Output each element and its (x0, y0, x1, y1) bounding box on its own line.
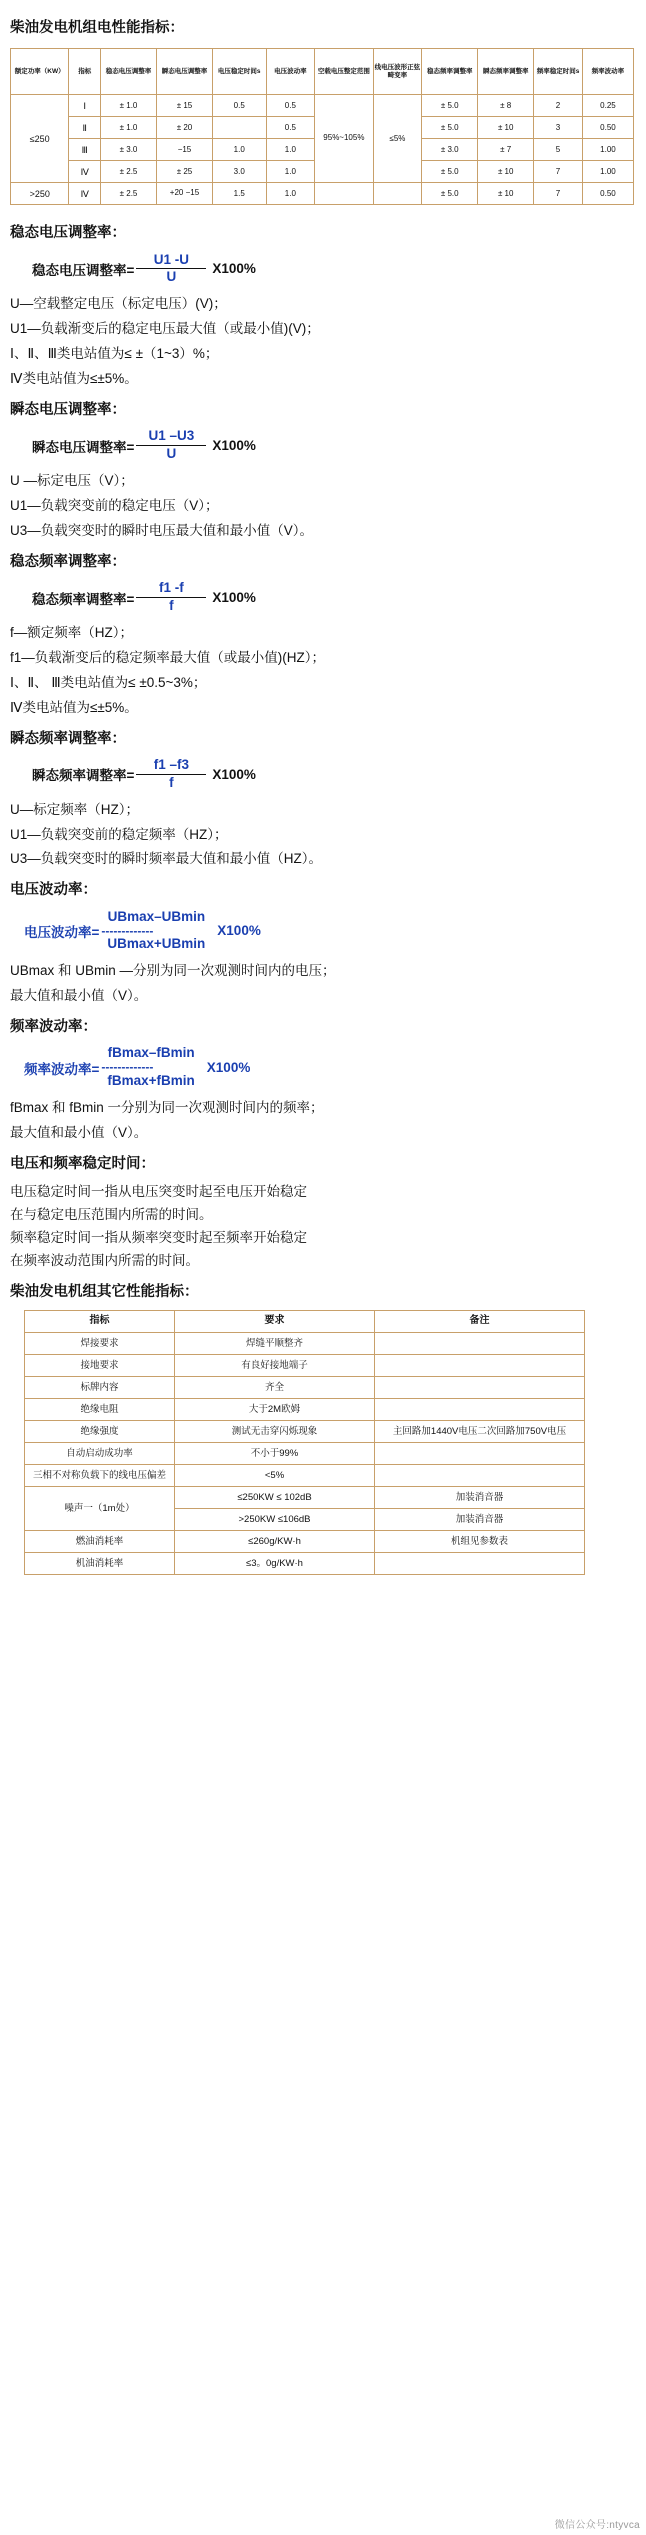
table-row (11, 95, 634, 117)
note-line: f1—负载渐变后的稳定频率最大值（或最小值)(HZ）； (10, 649, 325, 665)
cell-remark: 机组见参数表 (375, 1531, 585, 1553)
section-title-transient-voltage: 瞬态电压调整率： (10, 402, 126, 419)
cell-requirement: ≤250KW ≤ 102dB (175, 1487, 375, 1509)
cell-transient-frequency: ± 10 (478, 183, 534, 205)
cell-voltage-settle-time (212, 117, 266, 139)
cell-transient-frequency: ± 10 (478, 161, 534, 183)
th-remark: 备注 (375, 1311, 585, 1333)
formula-tail: X100% (212, 261, 256, 277)
cell-indicator: 机油消耗率 (25, 1553, 175, 1575)
page-title: 柴油发电机组电性能指标： (10, 20, 184, 36)
cell-grade: Ⅳ (69, 161, 101, 183)
cell-indicator: 噪声一（1m处） (25, 1487, 175, 1531)
cell-transient-voltage: ± 15 (157, 95, 213, 117)
fraction-denominator: U (166, 446, 177, 462)
cell-steady-voltage: ± 1.0 (101, 117, 157, 139)
cell-requirement: 焊缝平顺整齐 (175, 1333, 375, 1355)
cell-frequency-fluctuation: 1.00 (582, 161, 633, 183)
note-line: 电压稳定时间一指从电压突变时起至电压开始稳定 (10, 1184, 307, 1200)
cell-power-group-2: >250 (11, 183, 69, 205)
cell-voltage-fluctuation: 1.0 (266, 161, 315, 183)
th-voltage-settle-time: 电压稳定时间s (212, 49, 266, 95)
formula-transient-voltage (10, 428, 636, 463)
cell-noload-voltage-range (315, 183, 373, 205)
cell-indicator: 三相不对称负载下的线电压偏差 (25, 1465, 175, 1487)
cell-requirement: ≤3。0g/KW·h (175, 1553, 375, 1575)
th-grade: 指标 (69, 49, 101, 95)
cell-frequency-settle-time: 7 (534, 161, 583, 183)
cell-grade: Ⅱ (69, 117, 101, 139)
cell-grade: Ⅰ (69, 95, 101, 117)
fraction-numerator: U1 –U3 (148, 428, 195, 444)
note-line: fBmax 和 fBmin 一分别为同一次观测时间内的频率； (10, 1099, 324, 1115)
fraction-denominator: f (169, 774, 174, 790)
cell-remark (375, 1553, 585, 1575)
fraction (136, 757, 206, 792)
cell-grade: Ⅳ (69, 183, 101, 205)
table-row (25, 1421, 585, 1443)
cell-transient-voltage: −15 (157, 139, 213, 161)
formula-lead: 瞬态电压调整率= (32, 439, 135, 455)
fraction-numerator: f1 –f3 (153, 756, 190, 772)
note-line: U1—负载渐变后的稳定电压最大值（或最小值)(V)； (10, 321, 320, 337)
cell-indicator: 焊接要求 (25, 1333, 175, 1355)
cell-indicator: 标牌内容 (25, 1377, 175, 1399)
note-line: Ⅰ、Ⅱ、 Ⅲ类电站值为≤ ±0.5~3%； (10, 674, 207, 690)
cell-requirement: 大于2M欧姆 (175, 1399, 375, 1421)
fraction-denominator: U (166, 269, 177, 285)
section-title-transient-frequency: 瞬态频率调整率： (10, 730, 126, 747)
cell-transient-voltage: +20 −15 (157, 183, 213, 205)
th-noload-voltage-range: 空载电压整定范围 (315, 49, 373, 95)
section-title-voltage-fluctuation: 电压波动率： (10, 882, 97, 899)
table-row (25, 1355, 585, 1377)
note-line: 频率稳定时间一指从频率突变时起至频率开始稳定 (10, 1229, 307, 1245)
cell-noload-voltage-range: 95%~105% (315, 95, 373, 183)
cell-indicator: 接地要求 (25, 1355, 175, 1377)
formula-tail: X100% (212, 590, 256, 606)
cell-grade: Ⅲ (69, 139, 101, 161)
th-steady-voltage: 稳态电压调整率 (101, 49, 157, 95)
note-line: 最大值和最小值（V）。 (10, 1124, 148, 1140)
cell-requirement: 测试无击穿闪烁现象 (175, 1421, 375, 1443)
fraction-numerator: UBmax–UBmin (107, 908, 206, 924)
fraction (136, 580, 206, 615)
table-row (25, 1443, 585, 1465)
cell-frequency-fluctuation: 0.50 (582, 183, 633, 205)
watermark: 微信公众号:ntyvca (554, 2520, 640, 2531)
note-line: U3—负载突变时的瞬时电压最大值和最小值（V）。 (10, 522, 314, 538)
formula-lead: 瞬态频率调整率= (32, 768, 135, 784)
fraction-bar: ------------- (101, 923, 154, 938)
fraction-bar: ------------- (101, 1060, 154, 1075)
cell-frequency-fluctuation: 0.50 (582, 117, 633, 139)
formula-lead: 稳态频率调整率= (32, 591, 135, 607)
cell-remark: 主回路加1440V电压二次回路加750V电压 (375, 1421, 585, 1443)
table-row (11, 183, 634, 205)
cell-voltage-settle-time: 0.5 (212, 95, 266, 117)
table-row (25, 1377, 585, 1399)
cell-remark (375, 1443, 585, 1465)
cell-steady-frequency: ± 3.0 (422, 139, 478, 161)
cell-voltage-settle-time: 1.0 (212, 139, 266, 161)
formula-tail: X100% (212, 766, 256, 782)
section-title-stability-time: 电压和频率稳定时间： (10, 1155, 155, 1172)
cell-frequency-settle-time: 5 (534, 139, 583, 161)
note-line: 最大值和最小值（V）。 (10, 988, 148, 1004)
section-title-other-indicators: 柴油发电机组其它性能指标： (10, 1283, 199, 1300)
formula-tail: X100% (217, 923, 261, 939)
cell-remark (375, 1399, 585, 1421)
note-line: U3—负载突变时的瞬时频率最大值和最小值（HZ）。 (10, 851, 323, 867)
fraction-denominator: UBmax+UBmin (107, 936, 206, 952)
cell-frequency-settle-time: 2 (534, 95, 583, 117)
cell-waveform-distortion (373, 183, 422, 205)
formula-tail: X100% (212, 438, 256, 454)
cell-voltage-fluctuation: 1.0 (266, 139, 315, 161)
cell-steady-frequency: ± 5.0 (422, 95, 478, 117)
formula-transient-frequency (10, 757, 636, 792)
note-line: U —标定电压（V）； (10, 473, 134, 489)
formula-tail: X100% (206, 1060, 251, 1076)
cell-steady-voltage: ± 3.0 (101, 139, 157, 161)
note-line: Ⅰ、Ⅱ、Ⅲ类电站值为≤ ±（1~3）%； (10, 346, 219, 362)
th-steady-frequency: 稳态频率调整率 (422, 49, 478, 95)
note-line: UBmax 和 UBmin —分别为同一次观测时间内的电压； (10, 963, 336, 979)
th-frequency-settle-time: 频率稳定时间s (534, 49, 583, 95)
note-line: 在频率波动范围内所需的时间。 (10, 1252, 199, 1268)
cell-indicator: 绝缘强度 (25, 1421, 175, 1443)
cell-requirement: 有良好接地端子 (175, 1355, 375, 1377)
note-line: U1—负载突变前的稳定频率（HZ）； (10, 826, 228, 842)
fraction (101, 1045, 200, 1090)
cell-steady-frequency: ± 5.0 (422, 117, 478, 139)
cell-indicator: 燃油消耗率 (25, 1531, 175, 1553)
note-line: f—额定频率（HZ）； (10, 624, 133, 640)
note-line: U1—负载突变前的稳定电压（V）； (10, 498, 219, 513)
cell-remark (375, 1355, 585, 1377)
cell-transient-voltage: ± 20 (157, 117, 213, 139)
cell-frequency-settle-time: 3 (534, 117, 583, 139)
cell-indicator: 自动启动成功率 (25, 1443, 175, 1465)
fraction-numerator: f1 -f (159, 580, 184, 596)
table-row (25, 1553, 585, 1575)
th-frequency-fluctuation: 频率波动率 (582, 49, 633, 95)
cell-frequency-settle-time: 7 (534, 183, 583, 205)
formula-lead: 频率波动率= (24, 1061, 100, 1077)
fraction-denominator: fBmax+fBmin (107, 1073, 195, 1089)
th-power: 额定功率（KW） (11, 49, 69, 95)
fraction-numerator: U1 -U (153, 251, 190, 267)
cell-remark (375, 1465, 585, 1487)
cell-transient-frequency: ± 8 (478, 95, 534, 117)
cell-transient-frequency: ± 10 (478, 117, 534, 139)
note-line: U—空载整定电压（标定电压）(V)； (10, 296, 227, 312)
th-waveform-distortion: 线电压波形正弦畸变率 (373, 49, 422, 95)
cell-requirement: 不小于99% (175, 1443, 375, 1465)
note-line: Ⅳ类电站值为≤±5%。 (10, 699, 138, 715)
formula-steady-voltage (10, 252, 636, 287)
table-row (25, 1465, 585, 1487)
formula-lead: 稳态电压调整率= (32, 262, 135, 278)
cell-remark: 加装消音器 (375, 1487, 585, 1509)
formula-voltage-fluctuation (10, 909, 636, 954)
cell-frequency-fluctuation: 0.25 (582, 95, 633, 117)
cell-voltage-settle-time: 3.0 (212, 161, 266, 183)
cell-transient-voltage: ± 25 (157, 161, 213, 183)
cell-voltage-fluctuation: 0.5 (266, 95, 315, 117)
cell-steady-voltage: ± 2.5 (101, 183, 157, 205)
section-title-steady-voltage: 稳态电压调整率： (10, 225, 126, 242)
table-header-row (11, 49, 634, 95)
cell-steady-voltage: ± 2.5 (101, 161, 157, 183)
cell-remark (375, 1377, 585, 1399)
table-row (25, 1333, 585, 1355)
table-header-row (25, 1311, 585, 1333)
th-transient-frequency: 瞬态频率调整率 (478, 49, 534, 95)
performance-table-wrapper (10, 46, 636, 213)
cell-requirement: >250KW ≤106dB (175, 1509, 375, 1531)
fraction-numerator: fBmax–fBmin (107, 1045, 195, 1061)
formula-frequency-fluctuation (10, 1045, 636, 1090)
cell-remark: 加装消音器 (375, 1509, 585, 1531)
other-performance-table (24, 1310, 585, 1575)
cell-requirement: 齐全 (175, 1377, 375, 1399)
fraction (136, 428, 206, 463)
fraction-denominator: f (169, 598, 174, 614)
note-line: 在与稳定电压范围内所需的时间。 (10, 1206, 213, 1222)
cell-frequency-fluctuation: 1.00 (582, 139, 633, 161)
electrical-performance-table (10, 48, 634, 205)
cell-steady-frequency: ± 5.0 (422, 161, 478, 183)
table-row (25, 1399, 585, 1421)
section-title-frequency-fluctuation: 频率波动率： (10, 1019, 97, 1036)
th-requirement: 要求 (175, 1311, 375, 1333)
table-row (25, 1531, 585, 1553)
cell-steady-voltage: ± 1.0 (101, 95, 157, 117)
note-line: U—标定频率（HZ）； (10, 801, 139, 817)
cell-transient-frequency: ± 7 (478, 139, 534, 161)
fraction (136, 252, 206, 287)
th-transient-voltage: 瞬态电压调整率 (157, 49, 213, 95)
fraction (101, 909, 211, 954)
cell-voltage-fluctuation: 0.5 (266, 117, 315, 139)
formula-lead: 电压波动率= (24, 924, 100, 940)
cell-indicator: 绝缘电阻 (25, 1399, 175, 1421)
cell-waveform-distortion: ≤5% (373, 95, 422, 183)
th-voltage-fluctuation: 电压波动率 (266, 49, 315, 95)
cell-power-group-1: ≤250 (11, 95, 69, 183)
cell-requirement: <5% (175, 1465, 375, 1487)
formula-steady-frequency (10, 580, 636, 615)
table-row (25, 1487, 585, 1509)
cell-voltage-settle-time: 1.5 (212, 183, 266, 205)
section-title-steady-frequency: 稳态频率调整率： (10, 553, 126, 570)
cell-voltage-fluctuation: 1.0 (266, 183, 315, 205)
note-line: Ⅳ类电站值为≤±5%。 (10, 371, 138, 387)
cell-requirement: ≤260g/KW·h (175, 1531, 375, 1553)
cell-steady-frequency: ± 5.0 (422, 183, 478, 205)
cell-remark (375, 1333, 585, 1355)
th-indicator: 指标 (25, 1311, 175, 1333)
